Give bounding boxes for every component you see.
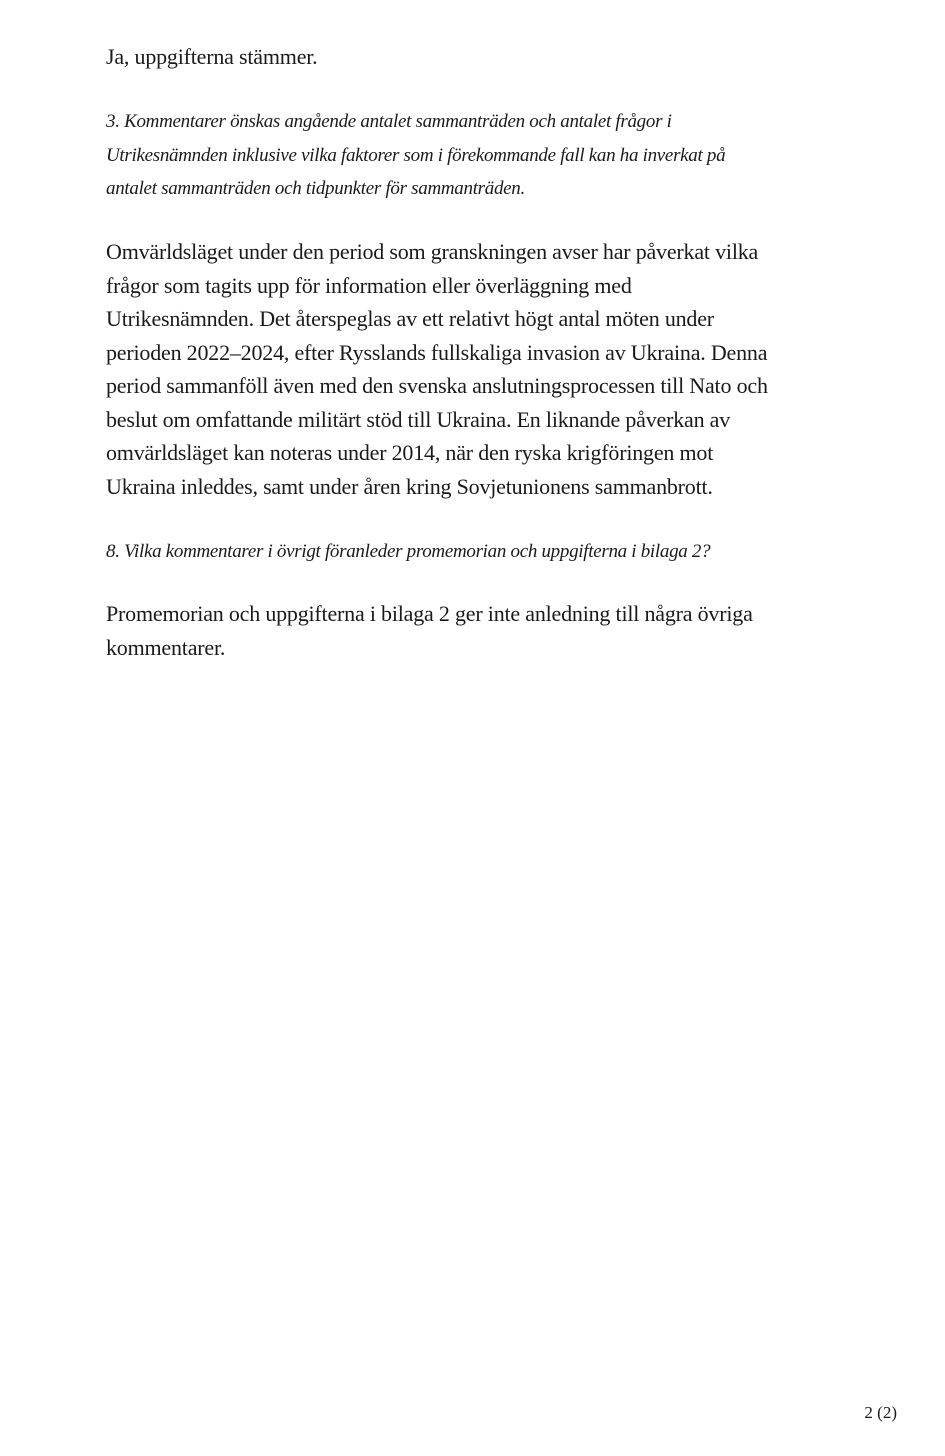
answer-8-line: Promemorian och uppgifterna i bilaga 2 ger inte anledning till några övriga [106,601,753,626]
question-3-line: 3. Kommentarer önskas angående antalet sammanträden och antalet frågor i [106,111,672,132]
answer-3-line: Ukraina inleddes, samt under åren kring Sovjetunionens sammanbrott. [106,473,713,499]
answer-3-line: perioden 2022–2024, efter Rysslands fullskaliga invasion av Ukraina. Denna [106,339,768,365]
answer-3-line: frågor som tagits upp för information eller överläggning med [106,272,632,298]
page-number: 2 (2) [864,1403,897,1422]
answer-3-line: Omvärldsläget under den period som granskningen avser har påverkat vilka [106,239,759,264]
answer-3-line: Utrikesnämnden. Det återspeglas av ett relativt högt antal möten under [106,306,714,331]
question-3-line: Utrikesnämnden inklusive vilka faktorer som i förekommande fall kan ha inverkat på [106,144,726,166]
answer-intro: Ja, uppgifterna stämmer. [106,44,318,69]
answer-3-line: omvärldsläget kan noteras under 2014, när den ryska krigföringen mot [106,440,714,465]
question-3 [106,105,876,206]
answer-3-line: period sammanföll även med den svenska anslutningsprocessen till Nato och [106,373,768,398]
answer-8-line: kommentarer. [106,634,226,660]
answer-8 [106,597,876,664]
question-3-line: antalet sammanträden och tidpunkter för sammanträden. [106,178,525,199]
question-8: 8. Vilka kommentarer i övrigt föranleder promemorian och uppgifterna i bilaga 2? [106,541,711,562]
answer-3 [106,235,896,503]
answer-3-line: beslut om omfattande militärt stöd till Ukraina. En liknande påverkan av [106,406,731,432]
